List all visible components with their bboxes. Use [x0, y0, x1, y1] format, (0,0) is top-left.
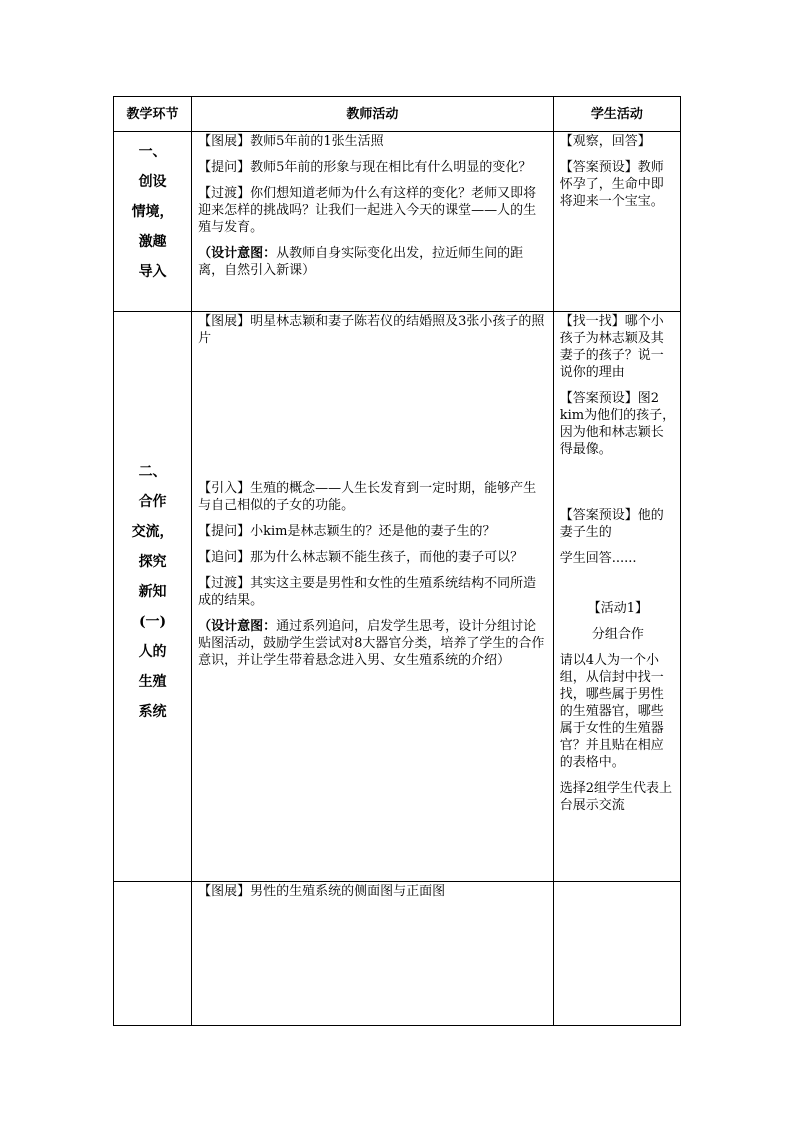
table-row [114, 882, 681, 1026]
student-text: 【答案预设】图2 kim为他们的孩子，因为他和林志颖长得最像。 [559, 391, 676, 457]
header-stage: 教学环节 [114, 97, 192, 132]
lesson-plan-table [113, 96, 681, 1026]
student-cell [553, 882, 680, 1026]
stage-line: 二、 [138, 463, 167, 480]
stage-line: 激趣 [138, 234, 167, 250]
stage-line: 导入 [138, 264, 167, 280]
teacher-text: 【提问】小kim是林志颖生的？还是他的妻子生的？ [198, 524, 496, 539]
teacher-cell [192, 882, 554, 1026]
spacer [560, 467, 676, 507]
teacher-text: 【图展】明星林志颖和妻子陈若仪的结婚照及3张小孩子的照片 [198, 314, 545, 346]
stage-line: (一) [138, 613, 167, 630]
photo-placeholder [198, 356, 549, 480]
student-text: 请以4人为一个小组，从信封中找一找，哪些属于男性的生殖器官，哪些属于女性的生殖器官？并且贴在相应的表格中。 [559, 653, 664, 770]
header-teacher: 教师活动 [192, 97, 554, 132]
teacher-text: 【追问】那为什么林志颖不能生孩子，而他的妻子可以？ [198, 550, 524, 565]
student-cell [553, 132, 680, 312]
activity-subtitle: 分组合作 [591, 627, 644, 642]
stage-line: 生殖 [138, 673, 167, 690]
student-text: 【找一找】哪个小孩子为林志颖及其妻子的孩子？说一说你的理由 [559, 314, 664, 380]
student-text: 【答案预设】教师怀孕了，生命中即将迎来一个宝宝。 [559, 160, 664, 209]
stage-line: 人的 [138, 643, 167, 660]
teacher-text: 【过渡】你们想知道老师为什么有这样的变化？老师又即将迎来怎样的挑战吗？让我们一起进入今天的课堂——人的生殖与发育。 [198, 186, 537, 235]
table-row [114, 132, 681, 312]
student-text: 学生回答...... [559, 551, 637, 566]
student-text: 【答案预设】他的妻子生的 [559, 508, 664, 540]
teacher-cell [192, 312, 554, 882]
stage-cell [114, 882, 192, 1026]
stage-line: 一、 [138, 144, 167, 160]
student-text: 【观察，回答】 [559, 134, 651, 149]
student-cell [553, 312, 680, 882]
stage-line: 合作 [138, 493, 167, 510]
stage-cell [114, 312, 192, 882]
header-student: 学生活动 [553, 97, 680, 132]
teacher-text: 【提问】教师5年前的形象与现在相比有什么明显的变化？ [198, 160, 532, 175]
table-header-row [114, 97, 681, 132]
table-row [114, 312, 681, 882]
teacher-text: 【过渡】其实这主要是男性和女性的生殖系统结构不同所造成的结果。 [198, 576, 537, 608]
teacher-cell [192, 132, 554, 312]
activity-title: 【活动1】 [587, 601, 649, 616]
spacer [560, 576, 676, 600]
teacher-text: 【图展】教师5年前的1张生活照 [198, 134, 384, 149]
teacher-text: 【图展】男性的生殖系统的侧面图与正面图 [198, 884, 446, 899]
stage-line: 探究 [138, 553, 167, 570]
stage-line: 创设 [138, 174, 167, 190]
stage-line: 系统 [138, 703, 167, 720]
design-intent: （设计意图：通过系列追问，启发学生思考，设计分组讨论贴图活动，鼓励学生尝试对8大器官分类，培养了学生的合作意识，并让学生带着悬念进入男、女生殖系统的介绍） [198, 619, 545, 668]
stage-line: 新知 [138, 583, 167, 600]
design-intent: （设计意图：从教师自身实际变化出发，拉近师生间的距离，自然引入新课） [198, 246, 524, 278]
stage-cell [114, 132, 192, 312]
student-text: 选择2组学生代表上台展示交流 [559, 781, 673, 813]
stage-line: 交流， [131, 523, 174, 540]
stage-line: 情境， [131, 204, 174, 220]
teacher-text: 【引入】生殖的概念——人生长发育到一定时期，能够产生与自己相似的子女的功能。 [198, 481, 537, 513]
